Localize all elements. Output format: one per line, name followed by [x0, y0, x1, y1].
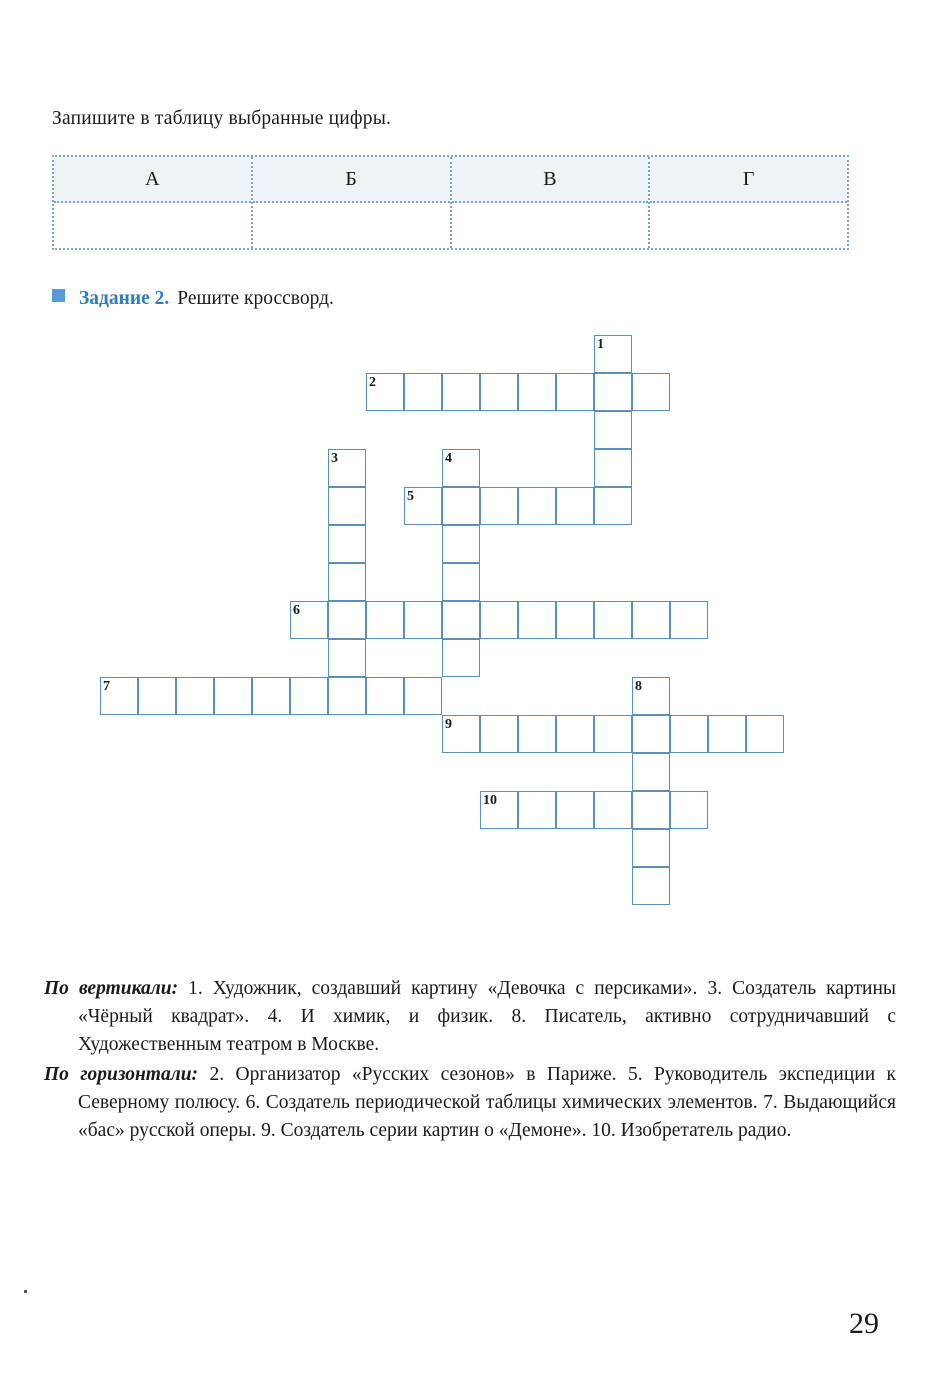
- answer-column-g: [648, 157, 847, 248]
- clues-down: [44, 975, 896, 1059]
- crossword-cell[interactable]: [442, 373, 480, 411]
- crossword-cell[interactable]: [632, 867, 670, 905]
- crossword-number-9: 9: [445, 717, 452, 732]
- margin-tick: [24, 1290, 27, 1293]
- crossword-grid[interactable]: [100, 335, 800, 935]
- crossword-cell[interactable]: [594, 335, 632, 373]
- crossword-cell[interactable]: [556, 791, 594, 829]
- clues-down-label: По вертикали:: [44, 978, 179, 999]
- crossword-cell[interactable]: [100, 677, 138, 715]
- clues-across-text: 2. Организатор «Русских сезонов» в Париже. 5. Руководитель экспедиции к Северному полюсу. 6. Создатель периодической таблицы химических элементов. 7. Выдающийся «бас» русской оперы. 9. Создатель серии картин о «Демоне». 10. Изобретатель радио.: [78, 1064, 897, 1142]
- crossword-number-1: 1: [597, 337, 604, 352]
- answer-header-b: Б: [253, 157, 450, 203]
- clues-section: [44, 975, 896, 1147]
- page-number: 29: [849, 1307, 879, 1340]
- crossword-number-7: 7: [103, 679, 110, 694]
- crossword-cell[interactable]: [442, 563, 480, 601]
- crossword-cell[interactable]: [366, 677, 404, 715]
- square-bullet-icon: [52, 289, 65, 302]
- crossword-cell[interactable]: [442, 601, 480, 639]
- crossword-cell[interactable]: [328, 601, 366, 639]
- crossword-cell[interactable]: [480, 373, 518, 411]
- crossword-cell[interactable]: [480, 487, 518, 525]
- crossword-cell[interactable]: [518, 791, 556, 829]
- crossword-cell[interactable]: [214, 677, 252, 715]
- crossword-cell[interactable]: [328, 563, 366, 601]
- answer-table: [52, 155, 849, 250]
- crossword-cell[interactable]: [670, 601, 708, 639]
- answer-cell-b[interactable]: [253, 203, 450, 248]
- task-instruction: Решите кроссворд.: [177, 288, 334, 309]
- crossword-cell[interactable]: [480, 601, 518, 639]
- crossword-cell[interactable]: [556, 601, 594, 639]
- crossword-cell[interactable]: [594, 373, 632, 411]
- crossword-number-5: 5: [407, 489, 414, 504]
- crossword-number-2: 2: [369, 375, 376, 390]
- crossword-cell[interactable]: [518, 373, 556, 411]
- answer-cell-v[interactable]: [452, 203, 649, 248]
- crossword-cell[interactable]: [518, 715, 556, 753]
- crossword-cell[interactable]: [594, 601, 632, 639]
- answer-column-b: [251, 157, 450, 248]
- crossword-cell[interactable]: [480, 791, 518, 829]
- answer-column-a: [54, 157, 251, 248]
- crossword-cell[interactable]: [670, 715, 708, 753]
- task-heading: [52, 288, 334, 310]
- answer-header-a: А: [54, 157, 251, 203]
- crossword-cell[interactable]: [404, 373, 442, 411]
- answer-column-v: [450, 157, 649, 248]
- crossword-cell[interactable]: [138, 677, 176, 715]
- crossword-cell[interactable]: [480, 715, 518, 753]
- crossword-cell[interactable]: [746, 715, 784, 753]
- crossword-number-10: 10: [483, 793, 497, 808]
- crossword-cell[interactable]: [442, 487, 480, 525]
- crossword-cell[interactable]: [176, 677, 214, 715]
- crossword-cell[interactable]: [442, 715, 480, 753]
- crossword-cell[interactable]: [632, 753, 670, 791]
- crossword-cell[interactable]: [366, 373, 404, 411]
- task-label: Задание 2.: [79, 288, 170, 309]
- crossword-cell[interactable]: [328, 449, 366, 487]
- crossword-cell[interactable]: [632, 791, 670, 829]
- crossword-cell[interactable]: [328, 639, 366, 677]
- crossword-cell[interactable]: [632, 601, 670, 639]
- crossword-cell[interactable]: [632, 829, 670, 867]
- crossword-cell[interactable]: [556, 487, 594, 525]
- crossword-cell[interactable]: [632, 677, 670, 715]
- clues-across-label: По горизонтали:: [44, 1064, 199, 1086]
- crossword-cell[interactable]: [442, 639, 480, 677]
- crossword-cell[interactable]: [442, 525, 480, 563]
- answer-header-v: В: [452, 157, 649, 203]
- crossword-cell[interactable]: [556, 373, 594, 411]
- answer-cell-g[interactable]: [650, 203, 847, 248]
- crossword-cell[interactable]: [632, 373, 670, 411]
- crossword-cell[interactable]: [594, 411, 632, 449]
- crossword-cell[interactable]: [670, 791, 708, 829]
- crossword-cell[interactable]: [290, 677, 328, 715]
- crossword-cell[interactable]: [328, 525, 366, 563]
- intro-text: Запишите в таблицу выбранные цифры.: [52, 108, 392, 129]
- crossword-cell[interactable]: [404, 487, 442, 525]
- clues-down-text: 1. Художник, создавший картину «Девочка с персиками». 3. Создатель картины «Чёрный квадрат». 4. И химик, и физик. 8. Писатель, активно сотрудничавший с Художественным театром в Москве.: [78, 978, 896, 1056]
- crossword-cell[interactable]: [518, 487, 556, 525]
- clues-across: [44, 1061, 896, 1145]
- crossword-cell[interactable]: [366, 601, 404, 639]
- crossword-cell[interactable]: [556, 715, 594, 753]
- crossword-cell[interactable]: [290, 601, 328, 639]
- crossword-cell[interactable]: [442, 449, 480, 487]
- crossword-number-8: 8: [635, 679, 642, 694]
- crossword-number-4: 4: [445, 451, 452, 466]
- crossword-cell[interactable]: [594, 791, 632, 829]
- answer-header-g: Г: [650, 157, 847, 203]
- crossword-cell[interactable]: [594, 449, 632, 487]
- crossword-cell[interactable]: [328, 677, 366, 715]
- crossword-cell[interactable]: [404, 677, 442, 715]
- crossword-number-3: 3: [331, 451, 338, 466]
- crossword-cell[interactable]: [404, 601, 442, 639]
- crossword-cell[interactable]: [518, 601, 556, 639]
- crossword-cell[interactable]: [632, 715, 670, 753]
- crossword-number-6: 6: [293, 603, 300, 618]
- answer-cell-a[interactable]: [54, 203, 251, 248]
- crossword-cell[interactable]: [594, 715, 632, 753]
- crossword-cell[interactable]: [708, 715, 746, 753]
- crossword-cell[interactable]: [328, 487, 366, 525]
- crossword-cell[interactable]: [594, 487, 632, 525]
- crossword-cell[interactable]: [252, 677, 290, 715]
